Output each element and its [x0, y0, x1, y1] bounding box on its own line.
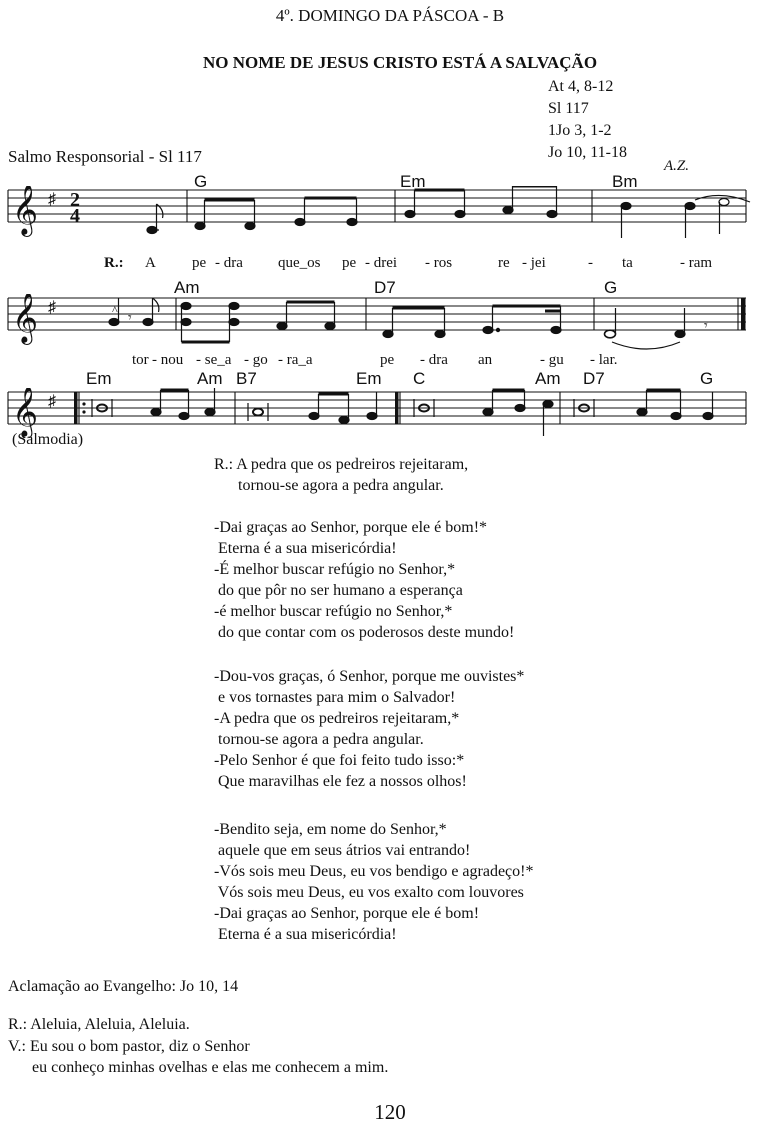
reading-reference: 1Jo 3, 1-2	[548, 122, 612, 139]
stanza-line: -Bendito seja, em nome do Senhor,*	[214, 821, 447, 838]
lyric-syllable: - ram	[680, 255, 713, 271]
stanza-line: do que contar com os poderosos deste mundo!	[214, 624, 515, 641]
key-signature-sharp-icon: ♯	[48, 299, 56, 316]
lyric-syllable: pe	[342, 255, 357, 271]
stanza-line: Eterna é a sua misericórdia!	[214, 540, 397, 557]
acclamation-response: R.: Aleluia, Aleluia, Aleluia.	[8, 1016, 190, 1033]
chord-symbol: Am	[535, 369, 561, 388]
stanza-line: -A pedra que os pedreiros rejeitaram,*	[214, 710, 460, 727]
liturgical-day-header: 4º. DOMINGO DA PÁSCOA - B	[275, 6, 505, 25]
chord-symbol: Em	[400, 172, 426, 191]
page-number: 120	[374, 1100, 406, 1124]
acclamation-verse: eu conheço minhas ovelhas e elas me conhecem a mim.	[8, 1059, 389, 1076]
chord-symbol: C	[413, 369, 426, 388]
stanza-line: aquele que em seus átrios vai entrando!	[214, 842, 471, 859]
chord-symbol: D7	[583, 369, 605, 388]
lyric-syllable: que_os	[278, 255, 321, 271]
music-staff-system-3	[0, 388, 780, 438]
lyric-syllable: - nou	[152, 352, 184, 368]
lyric-syllable: - se_a	[196, 352, 232, 368]
chord-symbol: G	[604, 278, 618, 297]
lyric-syllable: - dra	[420, 352, 448, 368]
chord-symbol: Am	[174, 278, 200, 297]
stanza-line: -Dai graças ao Senhor, porque ele é bom!*	[214, 519, 488, 536]
key-signature-sharp-icon: ♯	[48, 191, 56, 208]
stanza-line: -É melhor buscar refúgio no Senhor,*	[214, 561, 456, 578]
refrain-line: R.: A pedra que os pedreiros rejeitaram,	[214, 456, 469, 473]
treble-clef-icon: 𝄞	[12, 388, 39, 436]
lyric-syllable: -	[588, 255, 593, 271]
reading-reference: At 4, 8-12	[548, 78, 614, 95]
refrain-text	[214, 454, 468, 496]
acclamation-verse: V.: Eu sou o bom pastor, diz o Senhor	[8, 1038, 250, 1055]
lyric-syllable: re	[498, 255, 510, 271]
stanza-2	[214, 666, 524, 792]
lyric-syllable: - dra	[215, 255, 243, 271]
music-staff-system-2	[0, 294, 780, 354]
stanza-line: -Pelo Senhor é que foi feito tudo isso:*	[214, 752, 465, 769]
svg-text:𝄾: 𝄾	[704, 319, 708, 334]
reading-reference: Sl 117	[548, 100, 589, 117]
stanza-line: Vós sois meu Deus, eu vos exalto com louvores	[214, 884, 524, 901]
treble-clef-icon: 𝄞	[12, 294, 39, 342]
lyric-syllable: - ra_a	[278, 352, 313, 368]
lyric-syllable: pe	[380, 352, 395, 368]
lyric-syllable: - ros	[425, 255, 453, 271]
refrain-line: tornou-se agora a pedra angular.	[214, 477, 444, 494]
reading-reference: Jo 10, 11-18	[548, 144, 627, 161]
svg-text:2: 2	[70, 189, 80, 211]
lyric-syllable: - gu	[540, 352, 564, 368]
stanza-line: -Dai graças ao Senhor, porque ele é bom!	[214, 905, 480, 922]
psalm-label: Salmo Responsorial - Sl 117	[8, 147, 202, 166]
lyric-syllable: an	[478, 352, 493, 368]
chord-symbol: D7	[374, 278, 396, 297]
lyric-syllable: - jei	[522, 255, 546, 271]
stanza-3	[214, 819, 533, 945]
stanza-line: Que maravilhas ele fez a nossos olhos!	[214, 773, 467, 790]
lyric-syllable: tor	[132, 352, 149, 368]
lyric-syllable: - go	[244, 352, 268, 368]
stanza-line: e vos tornastes para mim o Salvador!	[214, 689, 456, 706]
svg-text:4: 4	[70, 205, 80, 227]
lyric-syllable: A	[145, 255, 156, 271]
svg-text:𝄾: 𝄾	[128, 311, 132, 326]
stanza-line: do que pôr no ser humano a esperança	[214, 582, 463, 599]
refrain-marker: R.:	[104, 255, 124, 271]
stanza-line: -é melhor buscar refúgio no Senhor,*	[214, 603, 453, 620]
lyric-syllable: ta	[622, 255, 633, 271]
chord-symbol: B7	[236, 369, 257, 388]
chord-symbol: Bm	[612, 172, 638, 191]
music-staff-system-1	[0, 186, 780, 256]
stanza-line: -Vós sois meu Deus, eu vos bendigo e agradeço!*	[214, 863, 534, 880]
key-signature-sharp-icon: ♯	[48, 393, 56, 410]
stanza-1	[214, 517, 514, 643]
lyric-syllable: - drei	[365, 255, 398, 271]
treble-clef-icon: 𝄞	[12, 186, 39, 234]
chord-symbol: G	[194, 172, 208, 191]
acclamation-heading: Aclamação ao Evangelho: Jo 10, 14	[8, 978, 239, 995]
lyric-syllable: pe	[192, 255, 207, 271]
psalmody-label: (Salmodia)	[12, 431, 84, 448]
chord-symbol: Em	[86, 369, 112, 388]
stanza-line: -Dou-vos graças, ó Senhor, porque me ouvistes*	[214, 668, 525, 685]
composer-initials: A.Z.	[664, 158, 690, 174]
svg-text:^: ^	[112, 303, 118, 317]
hymn-title: NO NOME DE JESUS CRISTO ESTÁ A SALVAÇÃO	[202, 53, 598, 72]
stanza-line: Eterna é a sua misericórdia!	[214, 926, 397, 943]
lyric-syllable: - lar.	[590, 352, 618, 368]
stanza-line: tornou-se agora a pedra angular.	[214, 731, 424, 748]
chord-symbol: Am	[197, 369, 223, 388]
chord-symbol: Em	[356, 369, 382, 388]
chord-symbol: G	[700, 369, 714, 388]
